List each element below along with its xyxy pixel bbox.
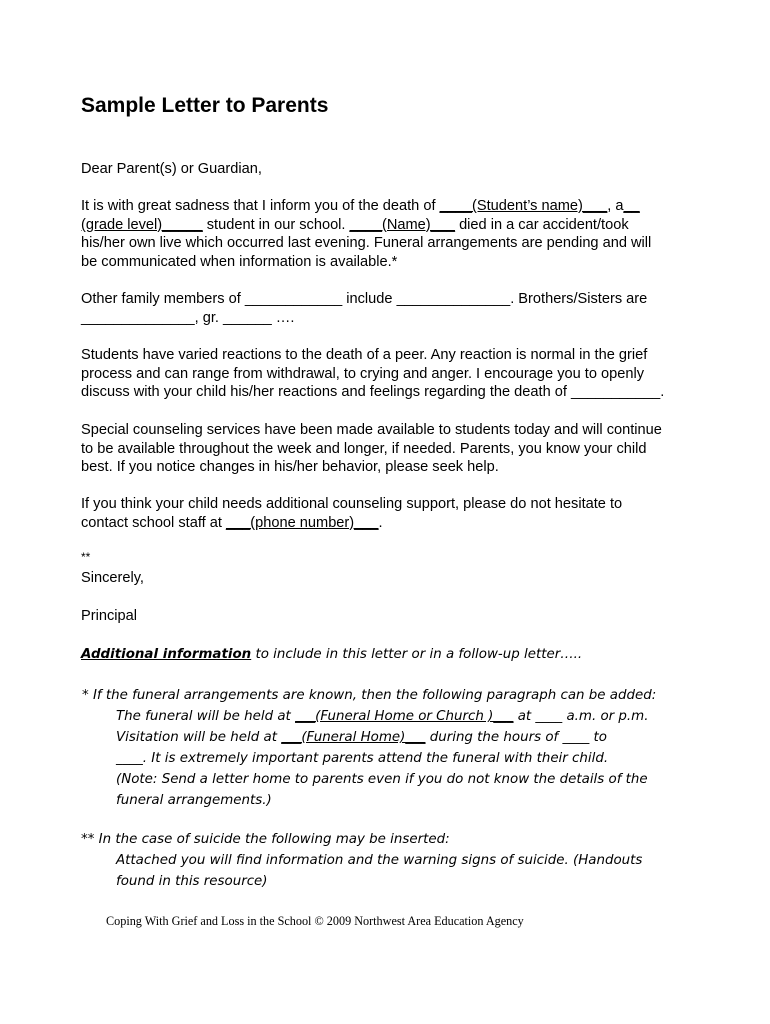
signature: Principal: [81, 608, 137, 624]
note-line: funeral arrangements.): [116, 793, 272, 808]
note-line: [81, 706, 701, 727]
funeral-note: [81, 685, 701, 811]
salutation: Dear Parent(s) or Guardian,: [81, 161, 262, 177]
paragraph-line: Students have varied reactions to the death of a peer. Any reaction is normal in the grief: [81, 347, 648, 363]
paragraph-family: [81, 290, 701, 327]
paragraph-counseling: [81, 421, 701, 477]
suicide-note: [81, 829, 701, 892]
note-line: [81, 727, 701, 748]
text-segment: It is with great sadness that I inform you of the death of: [81, 198, 440, 214]
page-title: Sample Letter to Parents: [81, 94, 329, 117]
paragraph-line: [81, 216, 701, 235]
paragraph-line: [81, 514, 701, 533]
note-line: ** In the case of suicide the following may be inserted:: [81, 832, 450, 847]
paragraph-contact: [81, 495, 701, 532]
paragraph-line: process and can range from withdrawal, to crying and anger. I encourage you to openly: [81, 365, 645, 382]
text-segment: died in a car accident/took: [455, 216, 629, 233]
text-segment: during the hours of ____ to: [425, 730, 607, 745]
visitation-location-blank: ___(Funeral Home)___: [281, 730, 426, 745]
paragraph-line: ______________, gr. ______ ….: [81, 309, 295, 326]
note-line: Attached you will find information and the warning signs of suicide. (Handouts: [116, 853, 643, 868]
paragraph-line: discuss with your child his/her reactions and feelings regarding the death of ___________.: [81, 384, 665, 401]
text-segment: Visitation will be held at: [116, 730, 282, 745]
paragraph-line: Other family members of ____________ include ______________. Brothers/Sisters are: [81, 291, 648, 307]
text-segment: student in our school.: [202, 216, 350, 233]
paragraph-death-notice: [81, 197, 701, 271]
note-line: (Note: Send a letter home to parents even if you do not know the details of the: [116, 772, 648, 787]
closing: Sincerely,: [81, 570, 144, 586]
additional-info-heading: Additional information: [81, 647, 252, 662]
note-line: found in this resource): [116, 874, 268, 889]
text-segment: to include in this letter or in a follow-up letter…..: [251, 647, 583, 662]
text-segment: at ____ a.m. or p.m.: [513, 709, 649, 724]
funeral-location-blank: ___(Funeral Home or Church )___: [295, 709, 514, 724]
paragraph-line: best. If you notice changes in his/her behavior, please seek help.: [81, 459, 499, 476]
paragraph-line: [81, 197, 701, 216]
grade-blank-start: __: [623, 198, 640, 214]
paragraph-line: If you think your child needs additional counseling support, please do not hesitate to: [81, 496, 623, 512]
additional-info-line: [81, 644, 701, 665]
note-line: * If the funeral arrangements are known, then the following paragraph can be added:: [82, 688, 657, 703]
text-segment: The funeral will be held at: [116, 709, 296, 724]
paragraph-line: Special counseling services have been made available to students today and will continue: [81, 422, 662, 438]
text-segment: contact school staff at: [81, 514, 226, 531]
double-star-marker: **: [81, 550, 91, 564]
phone-number-blank: ___(phone number)___: [225, 514, 379, 531]
paragraph-line: to be available throughout the week and longer, if needed. Parents, you know your child: [81, 440, 647, 457]
note-line: ____. It is extremely important parents attend the funeral with their child.: [116, 751, 609, 766]
grade-level-blank: (grade level)_____: [81, 216, 203, 233]
text-segment: .: [378, 514, 383, 531]
paragraph-reactions: [81, 346, 701, 402]
paragraph-line: be communicated when information is available.*: [81, 253, 398, 270]
text-segment: , a: [607, 198, 624, 214]
page-footer: Coping With Grief and Loss in the School © 2009 Northwest Area Education Agency: [106, 914, 524, 928]
student-name-blank: ____(Student’s name)___: [439, 198, 608, 214]
paragraph-line: his/her own live which occurred last evening. Funeral arrangements are pending and will: [81, 235, 652, 252]
name-blank: ____(Name)___: [349, 216, 456, 233]
